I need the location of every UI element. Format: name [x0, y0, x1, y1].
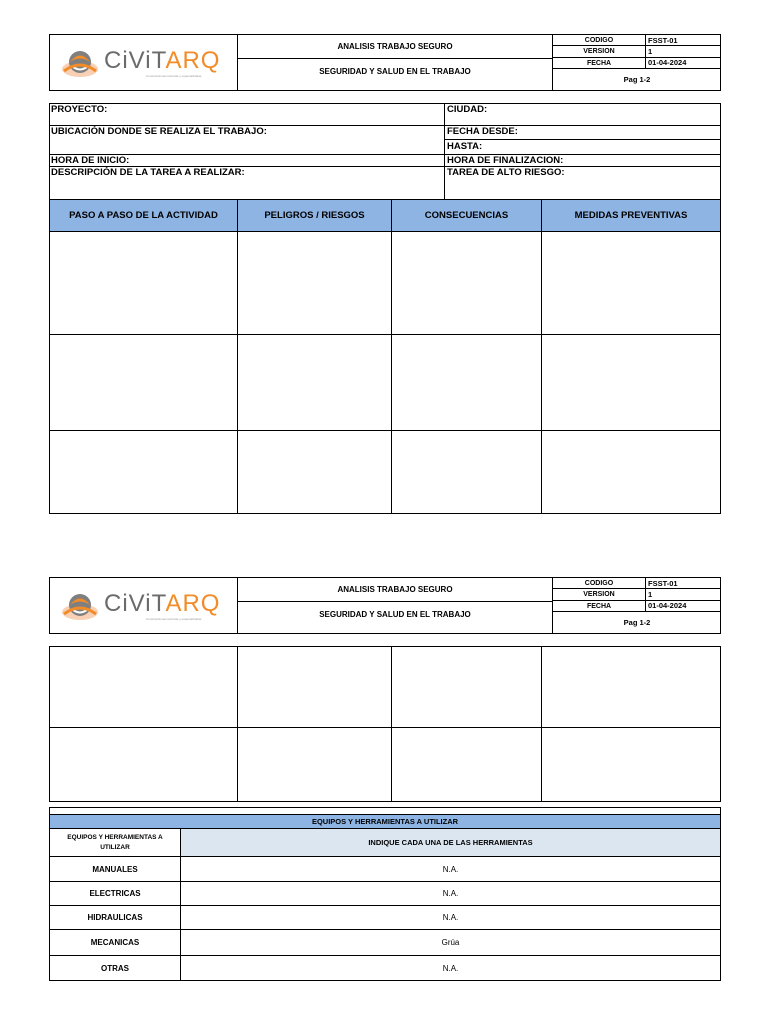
codigo-value: FSST-01 [648, 36, 678, 45]
table-row[interactable] [50, 232, 720, 334]
version-label: VERSION [583, 591, 615, 598]
column-header-paso: PASO A PASO DE LA ACTIVIDAD [50, 200, 237, 231]
form-title: ANALISIS TRABAJO SEGURO [337, 42, 453, 51]
tool-type-electricas: ELECTRICAS [89, 889, 141, 898]
descripcion-field[interactable]: DESCRIPCIÓN DE LA TAREA A REALIZAR: [51, 167, 245, 178]
logo [50, 578, 237, 633]
column-header-medidas: MEDIDAS PREVENTIVAS [542, 200, 720, 231]
table-row[interactable] [50, 431, 720, 513]
alto-riesgo-field[interactable]: TAREA DE ALTO RIESGO: [447, 167, 565, 178]
table-row[interactable] [50, 728, 720, 801]
version-value: 1 [648, 590, 653, 599]
table-row[interactable] [50, 335, 720, 430]
tool-type-manuales: MANUALES [92, 864, 138, 874]
fecha-desde-field[interactable]: FECHA DESDE: [447, 126, 518, 137]
hora-fin-field[interactable]: HORA DE FINALIZACION: [447, 155, 564, 166]
hora-inicio-field[interactable]: HORA DE INICIO: [51, 155, 130, 166]
tool-type-mecanicas: MECANICAS [90, 938, 140, 947]
codigo-label: CODIGO [584, 36, 614, 44]
tools-col-right-header: INDIQUE CADA UNA DE LAS HERRAMIENTAS [181, 829, 720, 856]
page-number: Pag 1-2 [623, 75, 651, 84]
tool-value-otras[interactable]: N.A. [442, 963, 459, 973]
tool-value-mecanicas[interactable]: Grúa [441, 938, 460, 947]
codigo-value: FSST-01 [648, 579, 678, 588]
globe-logo-icon [60, 45, 100, 81]
table-row[interactable] [50, 647, 720, 727]
ubicacion-field[interactable]: UBICACIÓN DONDE SE REALIZA EL TRABAJO: [51, 126, 267, 137]
page-number: Pag 1-2 [623, 618, 651, 627]
tool-type-otras: OTRAS [101, 963, 129, 973]
version-value: 1 [648, 47, 653, 56]
codigo-label: CODIGO [584, 579, 614, 587]
ciudad-field[interactable]: CIUDAD: [447, 104, 488, 115]
tool-value-electricas[interactable]: N.A. [442, 889, 459, 898]
globe-logo-icon [60, 588, 100, 624]
brand-name-right: ARQ [165, 590, 221, 617]
tool-value-hidraulicas[interactable]: N.A. [442, 913, 459, 922]
fecha-value: 01-04-2024 [648, 601, 687, 610]
fecha-value: 01-04-2024 [648, 58, 687, 67]
logo [50, 35, 237, 90]
brand-tagline: Construcciones técnicas y especializadas [146, 617, 202, 621]
column-header-consecuencias: CONSECUENCIAS [392, 200, 541, 231]
tools-table-title: EQUIPOS Y HERRAMIENTAS A UTILIZAR [50, 815, 720, 828]
brand-name-right: ARQ [165, 47, 221, 74]
fecha-label: FECHA [586, 602, 612, 610]
form-title: ANALISIS TRABAJO SEGURO [337, 585, 453, 594]
form-subtitle: SEGURIDAD Y SALUD EN EL TRABAJO [319, 66, 471, 76]
column-header-peligros: PELIGROS / RIESGOS [238, 200, 391, 231]
version-label: VERSION [583, 48, 615, 55]
brand-name-left: CiViT [104, 590, 166, 617]
tools-col-left-header: EQUIPOS Y HERRAMIENTAS A UTILIZAR [67, 833, 163, 851]
tool-value-manuales[interactable]: N.A. [442, 864, 459, 874]
brand-tagline: Construcciones técnicas y especializadas [146, 74, 202, 78]
hasta-field[interactable]: HASTA: [447, 141, 483, 152]
project-info-grid [49, 103, 721, 200]
form-subtitle: SEGURIDAD Y SALUD EN EL TRABAJO [319, 609, 471, 619]
brand-name-left: CiViT [104, 47, 166, 74]
proyecto-field[interactable]: PROYECTO: [51, 104, 108, 115]
fecha-label: FECHA [586, 59, 612, 67]
tool-type-hidraulicas: HIDRAULICAS [87, 913, 143, 922]
